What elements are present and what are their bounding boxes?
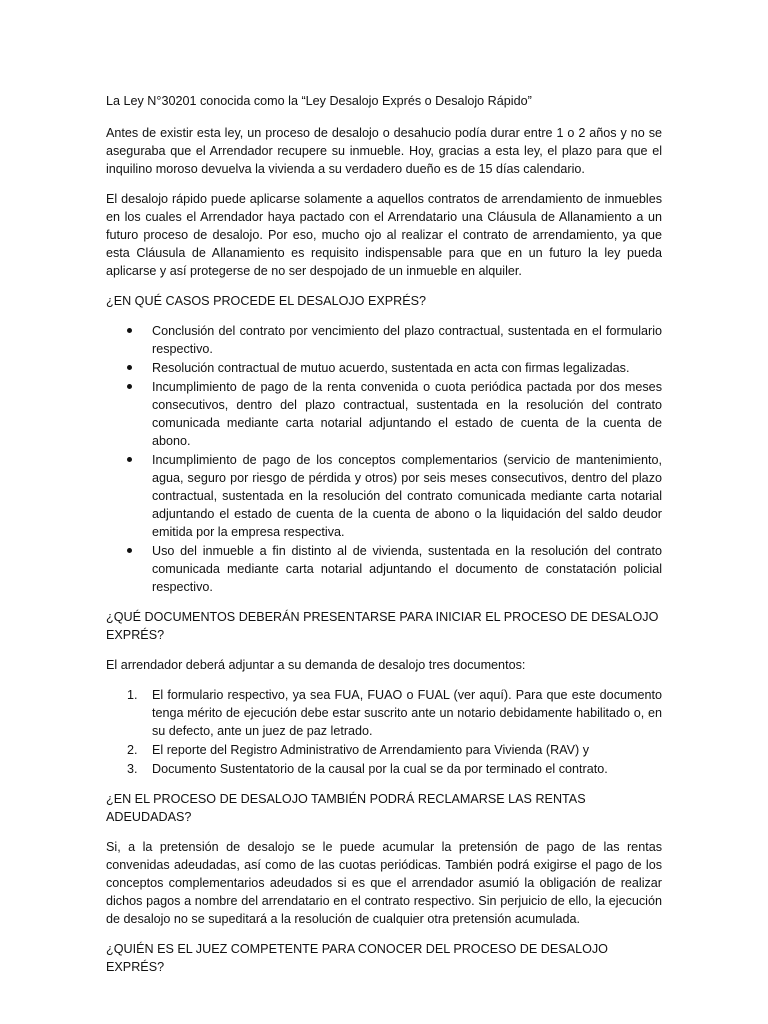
section-lead-documentos: El arrendador deberá adjuntar a su demanda de desalojo tres documentos: <box>106 658 526 672</box>
list-item: Conclusión del contrato por vencimiento del plazo contractual, sustentada en el formulario respectivo. <box>152 324 662 356</box>
section-heading-juez: ¿QUIÉN ES EL JUEZ COMPETENTE PARA CONOCER DEL PROCESO DE DESALOJO EXPRÉS? <box>106 942 608 974</box>
section-heading-rentas: ¿EN EL PROCESO DE DESALOJO TAMBIÉN PODRÁ RECLAMARSE LAS RENTAS ADEUDADAS? <box>106 792 586 824</box>
list-item: Incumplimiento de pago de la renta convenida o cuota periódica pactada por dos meses consecutivos, dentro del plazo contractual, sustentada en la resolución del contrato comunicada mediante carta notarial adjuntando el estado de cuenta de la cuenta de abono. <box>152 380 662 448</box>
list-item: Resolución contractual de mutuo acuerdo, sustentada en acta con firmas legalizadas. <box>152 359 662 377</box>
section-body-rentas: Si, a la pretensión de desalojo se le puede acumular la pretensión de pago de las rentas convenidas adeudadas, así como de las cuotas periódicas. También podrá exigirse el pago de los conceptos complementarios adeudados si es que el arrendador asumió la obligación de realizar dichos pagos a nombre del arrendatario en el contrato respectivo. Sin perjuicio de ello, la ejecución de desalojo no se supeditará a la resolución de cualquier otra pretensión acumulada. <box>106 840 662 926</box>
list-item: El reporte del Registro Administrativo de Arrendamiento para Vivienda (RAV) y <box>152 743 590 757</box>
bullet-list-casos <box>106 322 662 596</box>
list-item: Uso del inmueble a fin distinto al de vivienda, sustentada en la resolución del contrato comunicada mediante carta notarial adjuntando el documento de constatación policial respectivo. <box>152 544 662 594</box>
numbered-list-documentos <box>106 686 662 778</box>
list-item: Documento Sustentatorio de la causal por la cual se da por terminado el contrato. <box>152 762 608 776</box>
section-heading-documentos: ¿QUÉ DOCUMENTOS DEBERÁN PRESENTARSE PARA INICIAR EL PROCESO DE DESALOJO EXPRÉS? <box>106 610 659 642</box>
section-heading-casos: ¿EN QUÉ CASOS PROCEDE EL DESALOJO EXPRÉS? <box>106 294 427 308</box>
document-title: La Ley N°30201 conocida como la “Ley Desalojo Exprés o Desalojo Rápido” <box>106 94 532 108</box>
intro-paragraph-2: El desalojo rápido puede aplicarse solamente a aquellos contratos de arrendamiento de inmuebles en los cuales el Arrendador haya pactado con el Arrendatario una Cláusula de Allanamiento a un futuro proceso de desalojo. Por eso, mucho ojo al realizar el contrato de arrendamiento, ya que esta Cláusula de Allanamiento es requisito indispensable para que en un futuro la ley pueda aplicarse y así protegerse de no ser despojado de un inmueble en alquiler. <box>106 192 662 278</box>
intro-paragraph-1: Antes de existir esta ley, un proceso de desalojo o desahucio podía durar entre 1 o 2 años y no se aseguraba que el Arrendador recupere su inmueble. Hoy, gracias a esta ley, el plazo para que el inquilino moroso devuelva la vivienda a su verdadero dueño es de 15 días calendario. <box>106 126 662 176</box>
list-item: Incumplimiento de pago de los conceptos complementarios (servicio de mantenimiento, agua, seguro por riesgo de pérdida y otros) por seis meses consecutivos, dentro del plazo contractual, sustentada en la resolución del contrato comunicada mediante carta notarial adjuntando el estado de cuenta de la cuenta de abono o la liquidación del saldo deudor emitida por la empresa respectiva. <box>152 453 662 539</box>
list-item: El formulario respectivo, ya sea FUA, FUAO o FUAL (ver aquí). Para que este documento tenga mérito de ejecución debe estar suscrito ante un notario debidamente habilitado o, en su defecto, ante un juez de paz letrado. <box>152 688 662 738</box>
